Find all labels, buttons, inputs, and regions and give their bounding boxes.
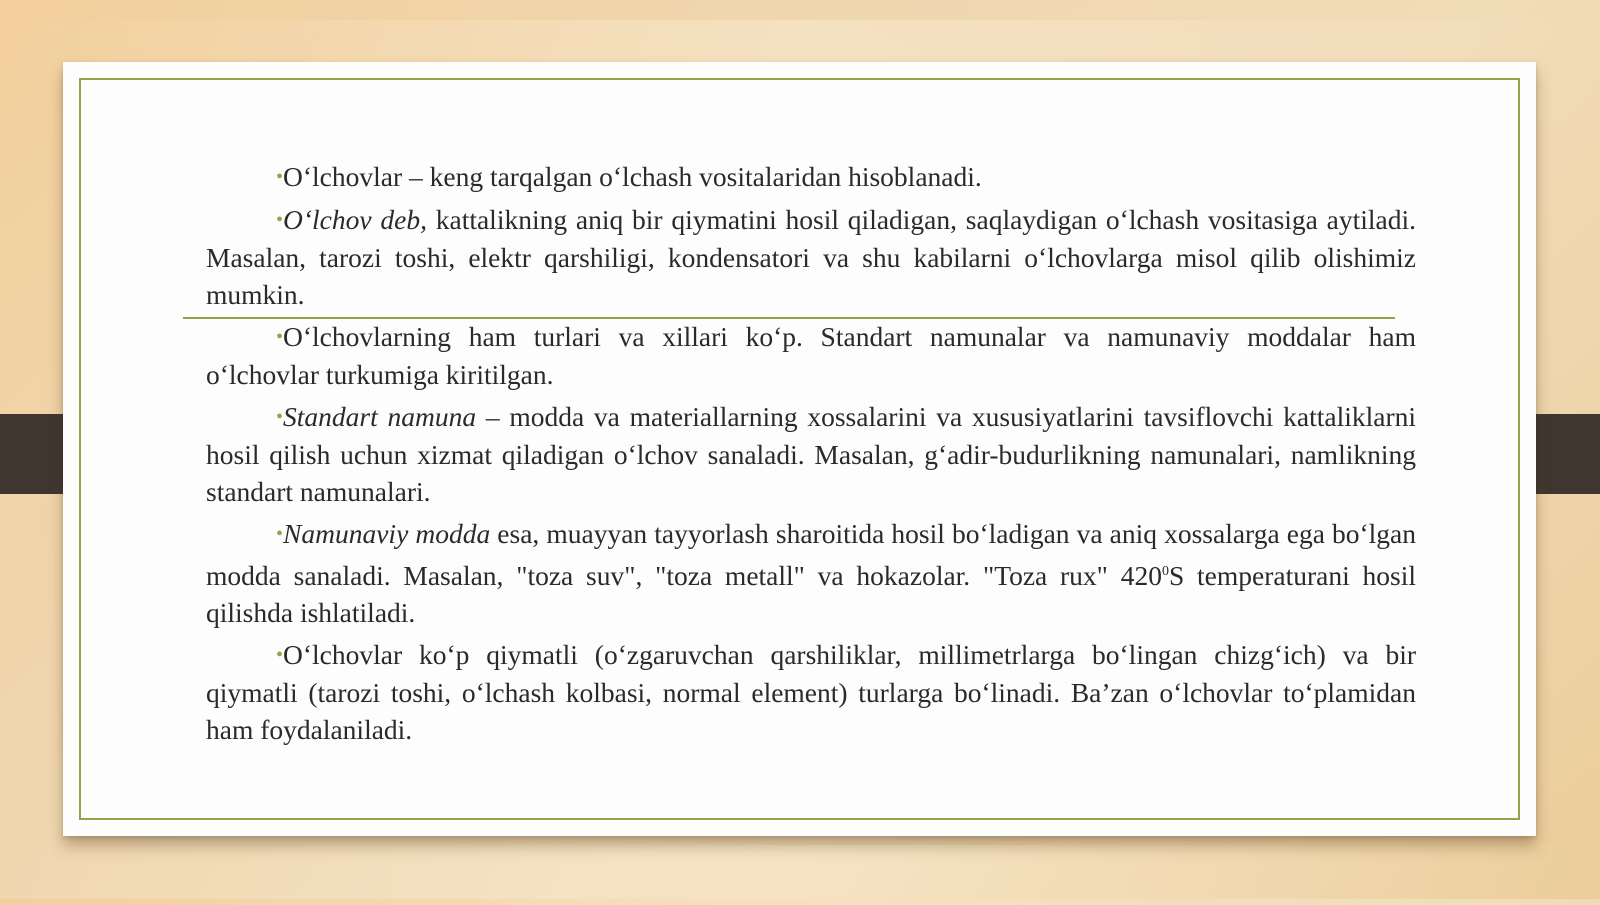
paragraph-3: •O‘lchovlarning ham turlari va xillari ko‘p. Standart namunalar va namunaviy moddalar ham o‘lchovlar turkumiga kiritilgan. (206, 321, 1416, 390)
background-streak (0, 845, 1600, 905)
term-standart-namuna: Standart namuna (283, 401, 477, 432)
bullet-icon: • (276, 326, 284, 348)
paragraph-1: •O‘lchovlar – keng tarqalgan o‘lchash vositalaridan hisoblanadi. (276, 161, 982, 192)
bullet-icon: • (276, 166, 284, 188)
bullet-icon: • (276, 644, 284, 667)
paragraph-4: •Standart namuna – modda va materiallarning xossalarini va xususiyatlarini tavsiflovchi kattaliklarni hosil qilish uchun xizmat qiladigan o‘lchov sanaladi. Masalan, g‘adir-budurlikning namunalari, namlikning standart namunalari. (206, 401, 1417, 507)
bullet-icon: • (276, 523, 284, 545)
slide-card (63, 62, 1536, 836)
paragraph-5: •Namunaviy modda esa, muayyan tayyorlash sharoitida hosil bo‘ladigan va aniq xossalarga ega bo‘lgan modda sanaladi. Masalan, "toza suv", "toza metall" va hokazolar. "Toza rux" $420^0S$ temperaturani hosil qilishda ishlatiladi. (206, 518, 1417, 629)
slide-content (206, 158, 1416, 753)
term-olchov: O‘lchov deb, (283, 204, 427, 235)
paragraph-2: •O‘lchov deb, kattalikning aniq bir qiymatini hosil qiladigan, saqlaydigan o‘lchash vositasiga aytiladi. Masalan, tarozi toshi, elektr qarshiligi, kondensatori va shu kabilarni o‘lchovlarga misol qilib olishimiz mumkin. (206, 204, 1416, 310)
bullet-icon: • (276, 406, 284, 428)
term-namunaviy-modda: Namunaviy modda (283, 518, 491, 549)
bullet-icon: • (276, 209, 284, 231)
paragraph-6: •O‘lchovlar ko‘p qiymatli (o‘zgaruvchan qarshiliklar, millimetrlarga bo‘lingan chizg‘ich) va bir qiymatli (tarozi toshi, o‘lchash kolbasi, normal element) turlarga bo‘linadi. Ba’zan o‘lchovlar to‘plamidan ham foydalaniladi. (206, 639, 1416, 746)
